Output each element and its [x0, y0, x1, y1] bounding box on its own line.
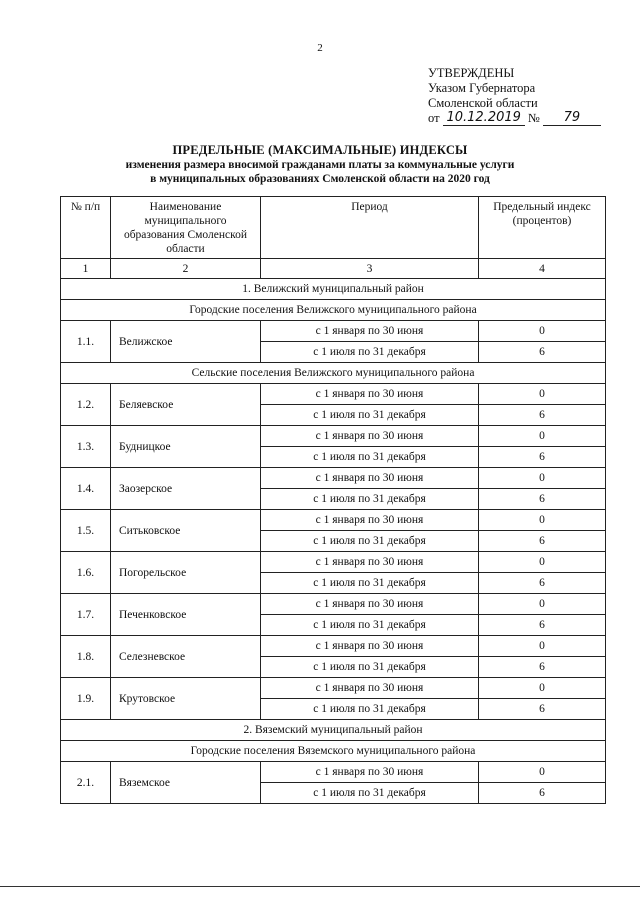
period-first-half: с 1 января по 30 июня: [261, 510, 479, 531]
index-first-half: 0: [479, 510, 606, 531]
table-row: [61, 384, 606, 405]
title-line-3: в муниципальных образованиях Смоленской области на 2020 год: [150, 173, 490, 185]
table-row: [61, 426, 606, 447]
period-second-half: с 1 июля по 31 декабря: [261, 489, 479, 510]
index-first-half: 0: [479, 636, 606, 657]
row-number: 1.3.: [61, 426, 111, 468]
approval-region: Смоленской области: [428, 96, 538, 110]
approval-block: [428, 66, 601, 126]
number-label: №: [527, 111, 540, 125]
table-row: [61, 678, 606, 699]
index-second-half: 6: [479, 573, 606, 594]
table-row: [61, 510, 606, 531]
table-row: [61, 594, 606, 615]
municipality-name: Погорельское: [111, 552, 261, 594]
period-second-half: с 1 июля по 31 декабря: [261, 342, 479, 363]
row-number: 2.1.: [61, 762, 111, 804]
indices-table: [60, 196, 606, 804]
table-row: [61, 552, 606, 573]
row-number: 1.9.: [61, 678, 111, 720]
table-header-row: [61, 197, 606, 259]
row-number: 1.5.: [61, 510, 111, 552]
urban-settlements-title: Городские поселения Вяземского муниципального района: [61, 741, 606, 762]
column-number: 4: [479, 259, 606, 279]
period-first-half: с 1 января по 30 июня: [261, 678, 479, 699]
period-first-half: с 1 января по 30 июня: [261, 384, 479, 405]
index-first-half: 0: [479, 384, 606, 405]
index-second-half: 6: [479, 657, 606, 678]
document-title: [0, 143, 640, 186]
index-second-half: 6: [479, 699, 606, 720]
municipality-name: Будницкое: [111, 426, 261, 468]
column-number: 3: [261, 259, 479, 279]
header-period: Период: [261, 197, 479, 259]
period-second-half: с 1 июля по 31 декабря: [261, 615, 479, 636]
urban-settlements-title: Городские поселения Велижского муниципального района: [61, 300, 606, 321]
handwritten-date: 10.12.2019: [443, 111, 525, 126]
period-second-half: с 1 июля по 31 декабря: [261, 573, 479, 594]
index-first-half: 0: [479, 468, 606, 489]
table-row: [61, 321, 606, 342]
subsection-row: [61, 741, 606, 762]
period-first-half: с 1 января по 30 июня: [261, 426, 479, 447]
row-number: 1.2.: [61, 384, 111, 426]
row-number: 1.4.: [61, 468, 111, 510]
period-first-half: с 1 января по 30 июня: [261, 762, 479, 783]
municipality-name: Крутовское: [111, 678, 261, 720]
index-first-half: 0: [479, 762, 606, 783]
period-first-half: с 1 января по 30 июня: [261, 636, 479, 657]
municipality-name: Беляевское: [111, 384, 261, 426]
period-second-half: с 1 июля по 31 декабря: [261, 405, 479, 426]
column-number: 2: [111, 259, 261, 279]
title-line-2: изменения размера вносимой гражданами платы за коммунальные услуги: [125, 159, 515, 171]
row-number: 1.6.: [61, 552, 111, 594]
period-first-half: с 1 января по 30 июня: [261, 594, 479, 615]
subsection-row: [61, 363, 606, 384]
page-number: 2: [317, 42, 323, 54]
index-second-half: 6: [479, 342, 606, 363]
table-row: [61, 636, 606, 657]
approval-heading: УТВЕРЖДЕНЫ: [428, 66, 515, 80]
period-first-half: с 1 января по 30 июня: [261, 321, 479, 342]
municipality-name: Вяземское: [111, 762, 261, 804]
index-first-half: 0: [479, 594, 606, 615]
from-label: от: [428, 111, 440, 125]
district-title: 1. Велижский муниципальный район: [61, 279, 606, 300]
period-second-half: с 1 июля по 31 декабря: [261, 531, 479, 552]
period-first-half: с 1 января по 30 июня: [261, 552, 479, 573]
municipality-name: Велижское: [111, 321, 261, 363]
period-first-half: с 1 января по 30 июня: [261, 468, 479, 489]
index-first-half: 0: [479, 552, 606, 573]
table-row: [61, 762, 606, 783]
row-number: 1.8.: [61, 636, 111, 678]
column-numbers-row: [61, 259, 606, 279]
header-num: № п/п: [61, 197, 111, 259]
index-first-half: 0: [479, 678, 606, 699]
municipality-name: Селезневское: [111, 636, 261, 678]
index-second-half: 6: [479, 615, 606, 636]
period-second-half: с 1 июля по 31 декабря: [261, 783, 479, 804]
index-second-half: 6: [479, 405, 606, 426]
index-first-half: 0: [479, 321, 606, 342]
header-index: Предельный индекс (процентов): [479, 197, 606, 259]
period-second-half: с 1 июля по 31 декабря: [261, 657, 479, 678]
district-row: [61, 279, 606, 300]
district-title: 2. Вяземский муниципальный район: [61, 720, 606, 741]
rural-settlements-title: Сельские поселения Велижского муниципального района: [61, 363, 606, 384]
municipality-name: Заозерское: [111, 468, 261, 510]
row-number: 1.7.: [61, 594, 111, 636]
index-second-half: 6: [479, 447, 606, 468]
index-second-half: 6: [479, 783, 606, 804]
period-second-half: с 1 июля по 31 декабря: [261, 699, 479, 720]
approval-date-number: [428, 111, 601, 126]
index-second-half: 6: [479, 489, 606, 510]
row-number: 1.1.: [61, 321, 111, 363]
title-line-1: ПРЕДЕЛЬНЫЕ (МАКСИМАЛЬНЫЕ) ИНДЕКСЫ: [172, 143, 468, 157]
index-first-half: 0: [479, 426, 606, 447]
municipality-name: Ситьковское: [111, 510, 261, 552]
handwritten-number: 79: [543, 111, 601, 126]
period-second-half: с 1 июля по 31 декабря: [261, 447, 479, 468]
header-name: Наименование муниципального образования Смоленской области: [111, 197, 261, 259]
district-row: [61, 720, 606, 741]
scan-edge-line: [0, 886, 640, 887]
column-number: 1: [61, 259, 111, 279]
approval-by-decree: Указом Губернатора: [428, 81, 536, 95]
table-row: [61, 468, 606, 489]
subsection-row: [61, 300, 606, 321]
index-second-half: 6: [479, 531, 606, 552]
municipality-name: Печенковское: [111, 594, 261, 636]
